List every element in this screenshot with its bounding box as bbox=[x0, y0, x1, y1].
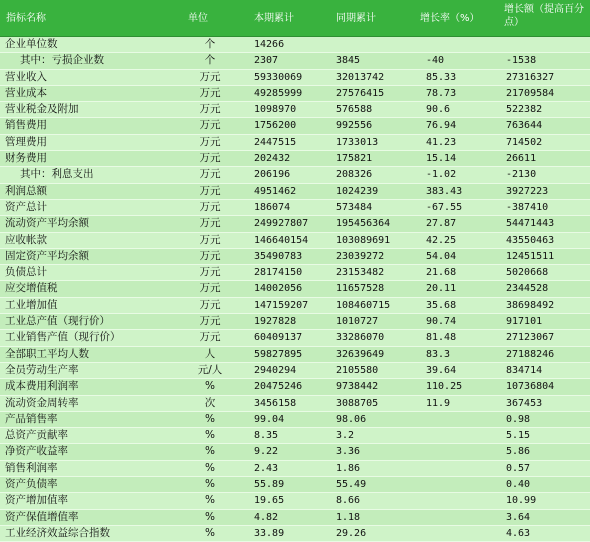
growth-rate-cell: -1.02 bbox=[426, 169, 457, 181]
unit-cell: % bbox=[205, 429, 215, 442]
unit-cell: 万元 bbox=[199, 217, 221, 230]
table-row bbox=[0, 412, 590, 428]
same-period-cell: 11657528 bbox=[336, 283, 385, 295]
indicator-name-cell: 营业成本 bbox=[5, 86, 47, 99]
same-period-cell: 32013742 bbox=[336, 71, 385, 83]
table-row bbox=[0, 37, 590, 53]
indicator-name-cell: 资产保值增值率 bbox=[5, 510, 79, 523]
growth-amount-cell: 5020668 bbox=[506, 267, 549, 279]
current-period-cell: 49285999 bbox=[254, 87, 303, 99]
growth-rate-cell: 90.6 bbox=[426, 104, 451, 116]
growth-rate-cell: 11.9 bbox=[426, 397, 451, 409]
indicator-name-cell: 利润总额 bbox=[5, 184, 47, 197]
same-period-cell: 3.2 bbox=[336, 430, 355, 442]
current-period-cell: 1927828 bbox=[254, 316, 297, 328]
current-period-cell: 146640154 bbox=[254, 234, 309, 246]
growth-amount-cell: 0.57 bbox=[506, 462, 531, 474]
growth-amount-cell: 0.98 bbox=[506, 413, 531, 425]
same-period-cell: 1024239 bbox=[336, 185, 379, 197]
growth-rate-cell: -40 bbox=[426, 55, 445, 67]
growth-rate-cell: 15.14 bbox=[426, 153, 457, 165]
unit-cell: % bbox=[205, 494, 215, 507]
growth-rate-cell: 83.3 bbox=[426, 348, 451, 360]
unit-cell: % bbox=[205, 380, 215, 393]
growth-amount-cell: -2130 bbox=[506, 169, 537, 181]
current-period-cell: 99.04 bbox=[254, 413, 285, 425]
unit-cell: 万元 bbox=[199, 266, 221, 279]
current-period-cell: 35490783 bbox=[254, 250, 303, 262]
unit-cell: 万元 bbox=[199, 298, 221, 311]
unit-cell: 万元 bbox=[199, 200, 221, 213]
growth-amount-cell: 21709584 bbox=[506, 87, 555, 99]
indicator-name-cell: 工业增加值 bbox=[5, 298, 58, 311]
table-row bbox=[0, 70, 590, 86]
current-period-cell: 186074 bbox=[254, 201, 291, 213]
table-row bbox=[0, 526, 590, 542]
growth-rate-cell: 41.23 bbox=[426, 136, 457, 148]
growth-amount-cell: 834714 bbox=[506, 364, 543, 376]
current-period-cell: 4.82 bbox=[254, 511, 279, 523]
table-row bbox=[0, 461, 590, 477]
unit-cell: % bbox=[205, 510, 215, 523]
growth-rate-cell: 110.25 bbox=[426, 381, 463, 393]
unit-cell: 万元 bbox=[199, 119, 221, 132]
unit-cell: % bbox=[205, 461, 215, 474]
table-row bbox=[0, 118, 590, 134]
growth-amount-cell: 43550463 bbox=[506, 234, 555, 246]
growth-rate-cell: 21.68 bbox=[426, 267, 457, 279]
current-period-cell: 202432 bbox=[254, 153, 291, 165]
table-row bbox=[0, 102, 590, 118]
unit-cell: 万元 bbox=[199, 315, 221, 328]
same-period-cell: 103089691 bbox=[336, 234, 391, 246]
indicator-name-cell: 营业收入 bbox=[5, 70, 47, 83]
current-period-cell: 1098970 bbox=[254, 104, 297, 116]
indicator-name-cell: 销售费用 bbox=[5, 119, 47, 132]
indicator-name-cell: 其中：利息支出 bbox=[20, 168, 94, 181]
growth-rate-cell: 383.43 bbox=[426, 185, 463, 197]
current-period-cell: 9.22 bbox=[254, 446, 279, 458]
growth-amount-cell: 54471443 bbox=[506, 218, 555, 230]
same-period-cell: 9738442 bbox=[336, 381, 379, 393]
current-period-cell: 2307 bbox=[254, 55, 279, 67]
growth-amount-cell: 4.63 bbox=[506, 527, 531, 539]
table-row bbox=[0, 314, 590, 330]
growth-rate-cell: 54.04 bbox=[426, 250, 457, 262]
indicator-name-cell: 资产增加值率 bbox=[5, 494, 68, 507]
indicator-name-cell: 全员劳动生产率 bbox=[5, 363, 79, 376]
table-row bbox=[0, 444, 590, 460]
unit-cell: % bbox=[205, 478, 215, 491]
header-same-period: 同期累计 bbox=[336, 12, 376, 24]
same-period-cell: 8.66 bbox=[336, 495, 361, 507]
growth-amount-cell: 26611 bbox=[506, 153, 537, 165]
current-period-cell: 2.43 bbox=[254, 462, 279, 474]
indicator-name-cell: 工业经济效益综合指数 bbox=[5, 526, 110, 539]
growth-rate-cell: 90.74 bbox=[426, 316, 457, 328]
indicator-name-cell: 企业单位数 bbox=[5, 38, 58, 50]
table-row bbox=[0, 184, 590, 200]
table-row bbox=[0, 428, 590, 444]
growth-rate-cell: 81.48 bbox=[426, 332, 457, 344]
current-period-cell: 55.89 bbox=[254, 479, 285, 491]
growth-rate-cell: -67.55 bbox=[426, 201, 463, 213]
current-period-cell: 19.65 bbox=[254, 495, 285, 507]
indicator-name-cell: 应收帐款 bbox=[5, 233, 47, 246]
same-period-cell: 3088705 bbox=[336, 397, 379, 409]
header-growth-amount: 增长额（提高百分点） bbox=[504, 4, 584, 28]
indicator-name-cell: 净资产收益率 bbox=[5, 445, 68, 458]
table-row bbox=[0, 200, 590, 216]
header-unit: 单位 bbox=[188, 12, 208, 24]
indicator-name-cell: 流动资产平均余额 bbox=[5, 217, 89, 230]
indicator-name-cell: 工业总产值（现行价） bbox=[5, 315, 110, 328]
indicator-name-cell: 资产负债率 bbox=[5, 478, 58, 491]
current-period-cell: 2940294 bbox=[254, 364, 297, 376]
current-period-cell: 206196 bbox=[254, 169, 291, 181]
current-period-cell: 59827895 bbox=[254, 348, 303, 360]
growth-rate-cell: 39.64 bbox=[426, 364, 457, 376]
growth-rate-cell: 85.33 bbox=[426, 71, 457, 83]
header-growth-rate: 增长率（%） bbox=[420, 12, 480, 24]
same-period-cell: 98.06 bbox=[336, 413, 367, 425]
indicator-name-cell: 管理费用 bbox=[5, 135, 47, 148]
growth-amount-cell: 367453 bbox=[506, 397, 543, 409]
table-row bbox=[0, 86, 590, 102]
table-row bbox=[0, 493, 590, 509]
current-period-cell: 3456158 bbox=[254, 397, 297, 409]
indicator-name-cell: 成本费用利润率 bbox=[5, 380, 79, 393]
growth-rate-cell: 35.68 bbox=[426, 299, 457, 311]
current-period-cell: 14266 bbox=[254, 39, 285, 50]
indicator-name-cell: 营业税金及附加 bbox=[5, 103, 79, 116]
indicator-name-cell: 产品销售率 bbox=[5, 412, 58, 425]
indicator-name-cell: 总资产贡献率 bbox=[5, 429, 68, 442]
same-period-cell: 573484 bbox=[336, 201, 373, 213]
same-period-cell: 576588 bbox=[336, 104, 373, 116]
growth-amount-cell: 27123067 bbox=[506, 332, 555, 344]
current-period-cell: 59330069 bbox=[254, 71, 303, 83]
growth-amount-cell: 12451511 bbox=[506, 250, 555, 262]
indicator-name-cell: 固定资产平均余额 bbox=[5, 249, 89, 262]
growth-amount-cell: 3927223 bbox=[506, 185, 549, 197]
indicator-name-cell: 应交增值税 bbox=[5, 282, 58, 295]
same-period-cell: 1.18 bbox=[336, 511, 361, 523]
growth-amount-cell: 917101 bbox=[506, 316, 543, 328]
unit-cell: 万元 bbox=[199, 152, 221, 165]
table-row bbox=[0, 53, 590, 69]
growth-amount-cell: 27188246 bbox=[506, 348, 555, 360]
indicator-name-cell: 其中：亏损企业数 bbox=[20, 54, 104, 67]
growth-amount-cell: -387410 bbox=[506, 201, 549, 213]
same-period-cell: 55.49 bbox=[336, 479, 367, 491]
unit-cell: 万元 bbox=[199, 168, 221, 181]
indicator-name-cell: 全部职工平均人数 bbox=[5, 347, 89, 360]
header-current-period: 本期累计 bbox=[254, 12, 294, 24]
unit-cell: % bbox=[205, 412, 215, 425]
growth-amount-cell: 5.86 bbox=[506, 446, 531, 458]
growth-amount-cell: -1538 bbox=[506, 55, 537, 67]
growth-amount-cell: 0.40 bbox=[506, 479, 531, 491]
header-indicator-name: 指标名称 bbox=[6, 12, 46, 24]
current-period-cell: 28174150 bbox=[254, 267, 303, 279]
growth-amount-cell: 2344528 bbox=[506, 283, 549, 295]
growth-amount-cell: 10736804 bbox=[506, 381, 555, 393]
unit-cell: 元/人 bbox=[197, 363, 223, 376]
table-row bbox=[0, 363, 590, 379]
table-row bbox=[0, 135, 590, 151]
unit-cell: 万元 bbox=[199, 249, 221, 262]
same-period-cell: 27576415 bbox=[336, 87, 385, 99]
indicator-name-cell: 负债总计 bbox=[5, 266, 47, 279]
current-period-cell: 8.35 bbox=[254, 430, 279, 442]
table-row bbox=[0, 510, 590, 526]
same-period-cell: 32639649 bbox=[336, 348, 385, 360]
growth-rate-cell: 78.73 bbox=[426, 87, 457, 99]
growth-amount-cell: 38698492 bbox=[506, 299, 555, 311]
indicator-name-cell: 销售利润率 bbox=[5, 461, 58, 474]
growth-amount-cell: 5.15 bbox=[506, 430, 531, 442]
same-period-cell: 29.26 bbox=[336, 527, 367, 539]
table-row bbox=[0, 233, 590, 249]
unit-cell: 万元 bbox=[199, 184, 221, 197]
growth-rate-cell: 20.11 bbox=[426, 283, 457, 295]
unit-cell: 个 bbox=[204, 38, 216, 50]
indicator-name-cell: 财务费用 bbox=[5, 152, 47, 165]
current-period-cell: 2447515 bbox=[254, 136, 297, 148]
current-period-cell: 4951462 bbox=[254, 185, 297, 197]
unit-cell: 万元 bbox=[199, 86, 221, 99]
growth-amount-cell: 27316327 bbox=[506, 71, 555, 83]
unit-cell: 次 bbox=[204, 396, 216, 409]
growth-rate-cell: 42.25 bbox=[426, 234, 457, 246]
current-period-cell: 60409137 bbox=[254, 332, 303, 344]
same-period-cell: 2105580 bbox=[336, 364, 379, 376]
unit-cell: 人 bbox=[204, 347, 216, 360]
unit-cell: 万元 bbox=[199, 103, 221, 116]
table-row bbox=[0, 379, 590, 395]
current-period-cell: 33.89 bbox=[254, 527, 285, 539]
same-period-cell: 1010727 bbox=[336, 316, 379, 328]
unit-cell: 万元 bbox=[199, 70, 221, 83]
table-row bbox=[0, 477, 590, 493]
indicator-name-cell: 工业销售产值（现行价） bbox=[5, 331, 121, 344]
current-period-cell: 249927807 bbox=[254, 218, 309, 230]
current-period-cell: 147159207 bbox=[254, 299, 309, 311]
table-row bbox=[0, 396, 590, 412]
unit-cell: 个 bbox=[204, 54, 216, 67]
same-period-cell: 33286070 bbox=[336, 332, 385, 344]
current-period-cell: 20475246 bbox=[254, 381, 303, 393]
growth-amount-cell: 10.99 bbox=[506, 495, 537, 507]
unit-cell: 万元 bbox=[199, 331, 221, 344]
same-period-cell: 23153482 bbox=[336, 267, 385, 279]
indicator-name-cell: 流动资金周转率 bbox=[5, 396, 79, 409]
table-row bbox=[0, 167, 590, 183]
table-row bbox=[0, 216, 590, 232]
table-row bbox=[0, 281, 590, 297]
unit-cell: 万元 bbox=[199, 282, 221, 295]
same-period-cell: 1733013 bbox=[336, 136, 379, 148]
unit-cell: 万元 bbox=[199, 233, 221, 246]
growth-rate-cell: 76.94 bbox=[426, 120, 457, 132]
growth-amount-cell: 3.64 bbox=[506, 511, 531, 523]
same-period-cell: 1.86 bbox=[336, 462, 361, 474]
same-period-cell: 175821 bbox=[336, 153, 373, 165]
same-period-cell: 3.36 bbox=[336, 446, 361, 458]
same-period-cell: 992556 bbox=[336, 120, 373, 132]
table-row bbox=[0, 151, 590, 167]
unit-cell: % bbox=[205, 445, 215, 458]
table-body bbox=[0, 37, 590, 542]
same-period-cell: 3845 bbox=[336, 55, 361, 67]
unit-cell: 万元 bbox=[199, 135, 221, 148]
same-period-cell: 195456364 bbox=[336, 218, 391, 230]
table-row bbox=[0, 265, 590, 281]
indicator-name-cell: 资产总计 bbox=[5, 200, 47, 213]
growth-amount-cell: 522382 bbox=[506, 104, 543, 116]
unit-cell: % bbox=[205, 526, 215, 539]
same-period-cell: 23039272 bbox=[336, 250, 385, 262]
table-row bbox=[0, 330, 590, 346]
growth-amount-cell: 714502 bbox=[506, 136, 543, 148]
same-period-cell: 208326 bbox=[336, 169, 373, 181]
growth-rate-cell: 27.87 bbox=[426, 218, 457, 230]
table-row bbox=[0, 347, 590, 363]
current-period-cell: 14002056 bbox=[254, 283, 303, 295]
growth-amount-cell: 763644 bbox=[506, 120, 543, 132]
table-row bbox=[0, 249, 590, 265]
table-row bbox=[0, 298, 590, 314]
current-period-cell: 1756200 bbox=[254, 120, 297, 132]
table-header bbox=[0, 0, 590, 37]
same-period-cell: 108460715 bbox=[336, 299, 391, 311]
